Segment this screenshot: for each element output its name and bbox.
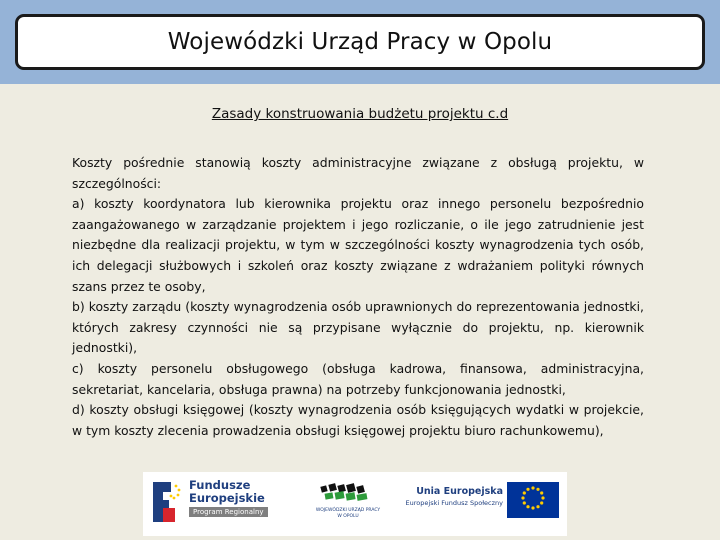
intro-paragraph: Koszty pośrednie stanowią koszty administracyjne związane z obsługą projektu, w szczególności:	[72, 155, 644, 191]
fundusze-europejskie-logo-icon	[149, 478, 185, 526]
list-item-a: a) koszty koordynatora lub kierownika projektu oraz innego personelu bezpośrednio zaangażowanego w zarządzanie projektem i jego rozliczanie, o ile jego zatrudnienie jest niezbędne dla realizacji projektu, w tym w szczególności koszty wynagrodzenia tych osób, ich delegacji służbowych i szkoleń oraz koszty związane z wdrażaniem polityki równych szans przez te osoby,	[72, 196, 644, 294]
eu-flag-icon	[507, 482, 559, 518]
list-item-d: d) koszty obsługi księgowej (koszty wynagrodzenia osób księgujących wydatki w projekcie, w tym koszty zlecenia prowadzenia obsługi księgowej projektu biuro rachunkowemu),	[72, 402, 644, 438]
fe-line2: Europejskie	[189, 490, 265, 505]
list-item-c: c) koszty personelu obsługowego (obsługa kadrowa, finansowa, administracyjna, sekretariat, kancelaria, obsługa prawna) na potrzeby funkcjonowania jednostki,	[72, 360, 644, 397]
slide-subtitle: Zasady konstruowania budżetu projektu c.d	[211, 106, 509, 122]
unia-europejska-text	[393, 486, 503, 508]
list-item-b: b) koszty zarządu (koszty wynagrodzenia osób uprawnionych do reprezentowania jednostki, których zakresy czynności nie są przypisane wyłącznie do projektu, np. kierownik jednostki),	[72, 299, 644, 356]
fundusze-europejskie-text	[189, 479, 268, 517]
fe-line1: Fundusze	[189, 478, 251, 492]
wup-caption	[309, 508, 387, 520]
fe-line3: Program Regionalny	[189, 507, 268, 517]
ue-sub: Europejski Fundusz Społeczny	[405, 499, 503, 507]
page-title: Wojewódzki Urząd Pracy w Opolu	[167, 29, 553, 55]
wup-logo-icon	[319, 480, 375, 504]
wup-caption-line1: WOJEWÓDZKI URZĄD PRACY	[315, 508, 381, 513]
title-box	[15, 14, 705, 70]
ue-main: Unia Europejska	[416, 486, 503, 497]
body-text	[72, 153, 644, 441]
wup-caption-line2: W OPOLU	[337, 514, 359, 519]
logo-strip	[143, 472, 567, 536]
